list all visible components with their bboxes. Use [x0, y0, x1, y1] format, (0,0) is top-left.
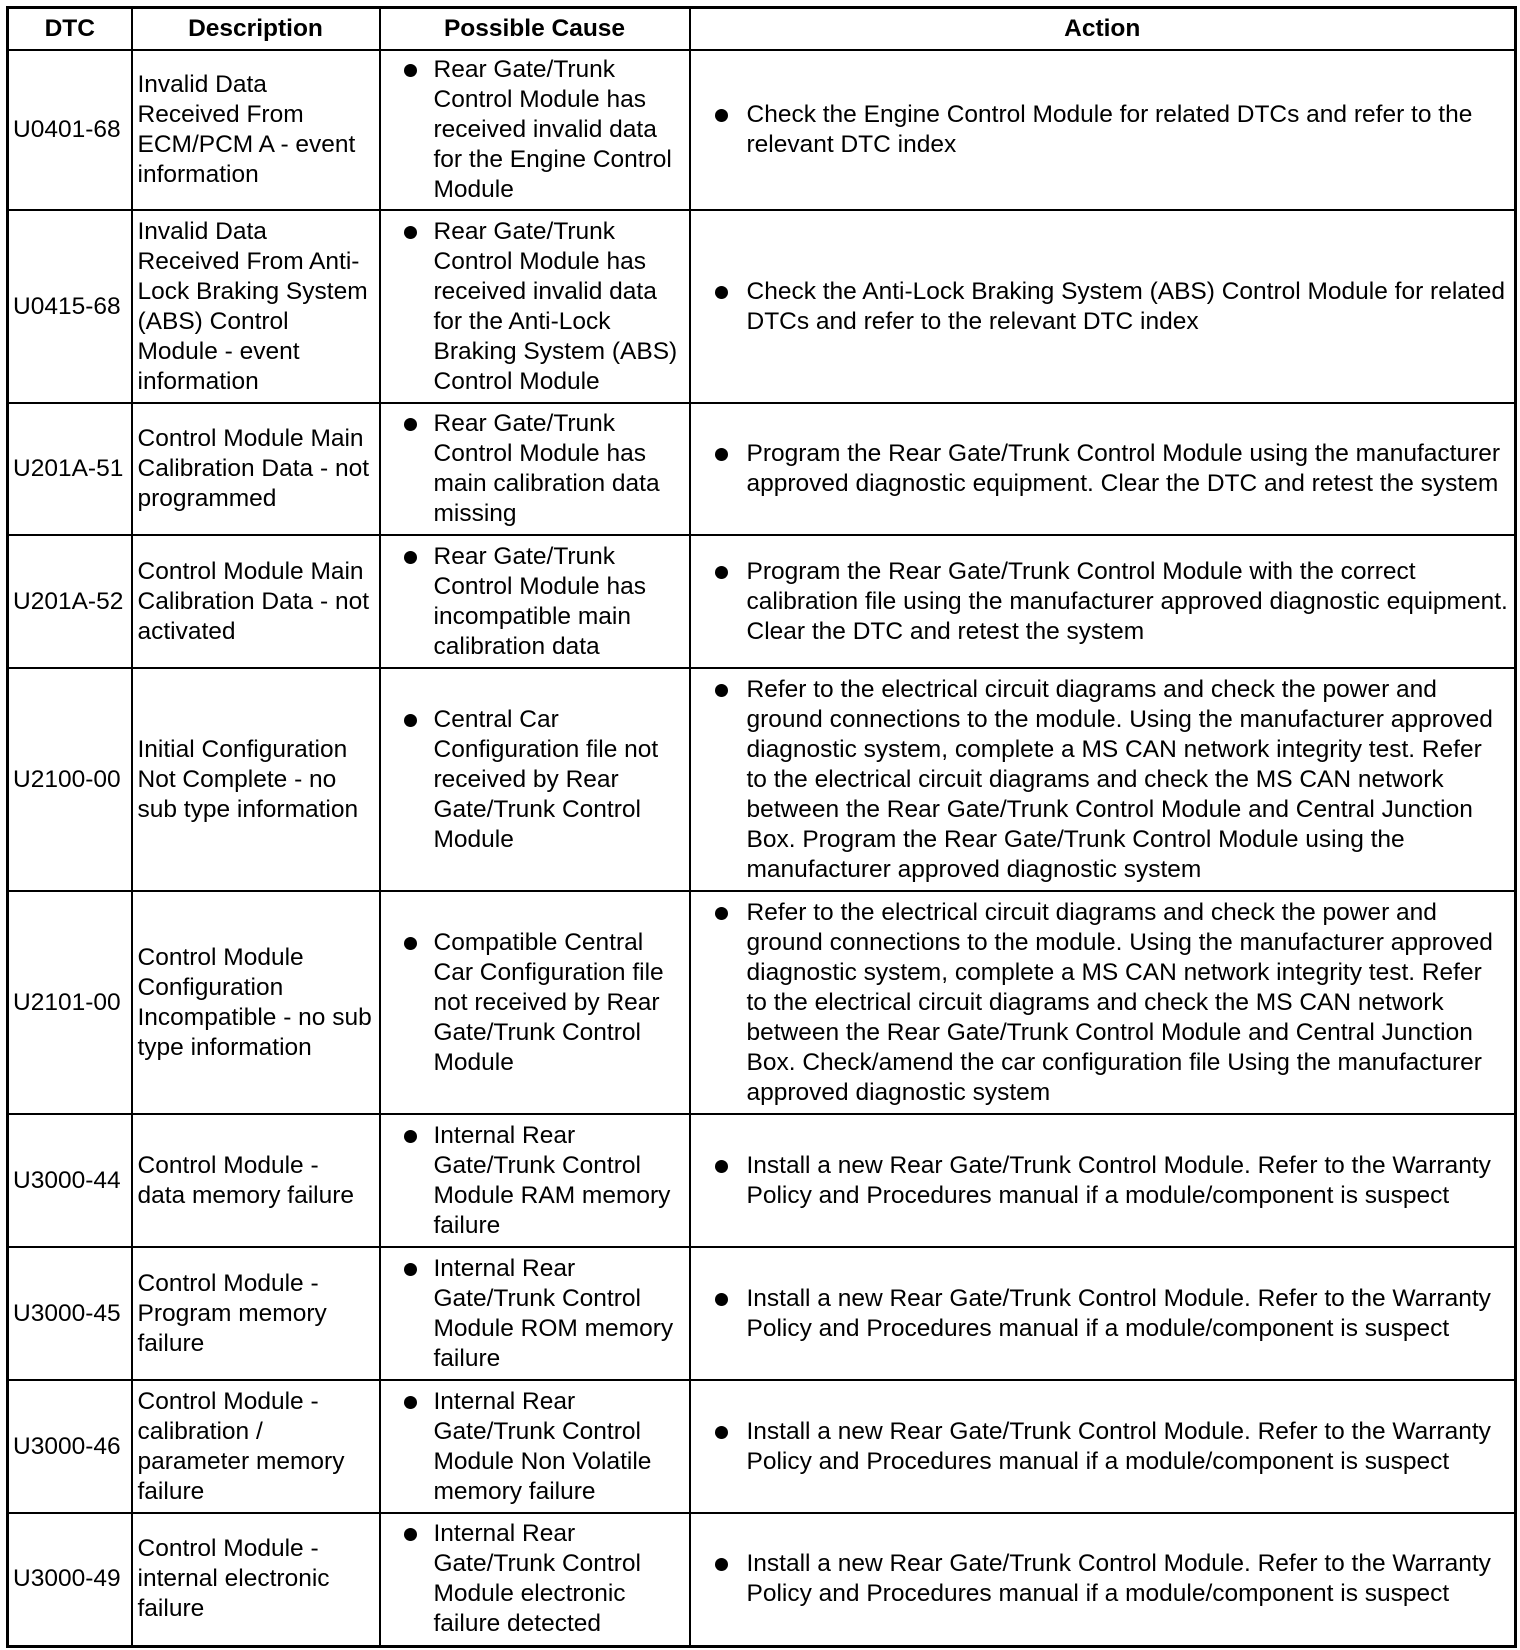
dtc-code: U0401-68 — [8, 50, 132, 210]
table-row — [8, 403, 1516, 535]
possible-cause-text: Compatible Central Car Configuration file not received by Rear Gate/Trunk Control Module — [433, 928, 664, 1076]
dtc-code: U3000-46 — [8, 1380, 132, 1513]
action-text: Check the Engine Control Module for related DTCs and refer to the relevant DTC index — [746, 101, 1473, 158]
dtc-table — [6, 6, 1517, 1648]
dtc-description: Control Module Main Calibration Data - not activated — [132, 535, 380, 668]
action-text: Program the Rear Gate/Trunk Control Module using the manufacturer approved diagnostic equipment. Clear the DTC and retest the system — [746, 440, 1501, 497]
possible-cause-text: Central Car Configuration file not received by Rear Gate/Trunk Control Module — [433, 705, 659, 853]
dtc-description: Control Module Main Calibration Data - not programmed — [132, 403, 380, 535]
dtc-code: U2100-00 — [8, 668, 132, 891]
table-row — [8, 210, 1516, 403]
action-cell — [690, 1247, 1516, 1380]
action-cell — [690, 1513, 1516, 1646]
dtc-description: Control Module - data memory failure — [132, 1114, 380, 1247]
bullet-icon — [715, 907, 728, 920]
action-cell — [690, 1380, 1516, 1513]
dtc-description: Control Module - Program memory failure — [132, 1247, 380, 1380]
table-row — [8, 50, 1516, 210]
bullet-icon — [404, 1396, 417, 1409]
action-cell — [690, 1114, 1516, 1247]
possible-cause-cell — [380, 891, 690, 1114]
bullet-icon — [404, 1130, 417, 1143]
action-cell — [690, 50, 1516, 210]
possible-cause-text: Rear Gate/Trunk Control Module has received invalid data for the Engine Control Module — [433, 56, 672, 203]
action-text: Install a new Rear Gate/Trunk Control Module. Refer to the Warranty Policy and Procedures manual if a module/component is suspect — [746, 1550, 1491, 1608]
possible-cause-cell — [380, 1114, 690, 1247]
possible-cause-text: Internal Rear Gate/Trunk Control Module Non Volatile memory failure — [433, 1387, 652, 1505]
table-row — [8, 1513, 1516, 1646]
dtc-code: U3000-44 — [8, 1114, 132, 1247]
possible-cause-text: Internal Rear Gate/Trunk Control Module RAM memory failure — [433, 1121, 671, 1239]
bullet-icon — [715, 286, 728, 299]
bullet-icon — [404, 1528, 417, 1541]
bullet-icon — [404, 937, 417, 950]
table-row — [8, 1247, 1516, 1380]
action-cell — [690, 668, 1516, 891]
dtc-code: U3000-49 — [8, 1513, 132, 1646]
dtc-description: Initial Configuration Not Complete - no sub type information — [132, 668, 380, 891]
dtc-code: U201A-52 — [8, 535, 132, 668]
bullet-icon — [404, 226, 417, 239]
action-text: Install a new Rear Gate/Trunk Control Module. Refer to the Warranty Policy and Procedures manual if a module/component is suspect — [746, 1284, 1491, 1342]
dtc-code: U0415-68 — [8, 210, 132, 403]
possible-cause-cell — [380, 1513, 690, 1646]
action-cell — [690, 403, 1516, 535]
dtc-description: Invalid Data Received From Anti-Lock Braking System (ABS) Control Module - event information — [132, 210, 380, 403]
bullet-icon — [715, 448, 728, 461]
action-text: Program the Rear Gate/Trunk Control Module with the correct calibration file using the manufacturer approved diagnostic equipment. Clear the DTC and retest the system — [746, 557, 1508, 645]
possible-cause-text: Internal Rear Gate/Trunk Control Module electronic failure detected — [433, 1520, 641, 1638]
bullet-icon — [715, 1558, 728, 1571]
bullet-icon — [715, 1293, 728, 1306]
bullet-icon — [404, 551, 417, 564]
dtc-code: U3000-45 — [8, 1247, 132, 1380]
bullet-icon — [715, 1160, 728, 1173]
header-dtc: DTC — [8, 8, 132, 51]
bullet-icon — [715, 109, 728, 122]
dtc-description: Control Module Configuration Incompatible - no sub type information — [132, 891, 380, 1114]
action-text: Check the Anti-Lock Braking System (ABS) Control Module for related DTCs and refer to the relevant DTC index — [746, 277, 1505, 335]
possible-cause-text: Rear Gate/Trunk Control Module has main calibration data missing — [433, 410, 660, 527]
bullet-icon — [715, 684, 728, 697]
possible-cause-cell — [380, 1247, 690, 1380]
bullet-icon — [404, 714, 417, 727]
table-row — [8, 668, 1516, 891]
table-header-row — [8, 8, 1516, 51]
bullet-icon — [404, 1263, 417, 1276]
possible-cause-cell — [380, 403, 690, 535]
dtc-code: U2101-00 — [8, 891, 132, 1114]
bullet-icon — [715, 566, 728, 579]
bullet-icon — [404, 64, 417, 77]
action-text: Install a new Rear Gate/Trunk Control Module. Refer to the Warranty Policy and Procedures manual if a module/component is suspect — [746, 1417, 1491, 1475]
possible-cause-cell — [380, 210, 690, 403]
dtc-code: U201A-51 — [8, 403, 132, 535]
header-action: Action — [690, 8, 1516, 51]
table-row — [8, 1114, 1516, 1247]
possible-cause-text: Rear Gate/Trunk Control Module has received invalid data for the Anti-Lock Braking System (ABS) Control Module — [433, 217, 678, 395]
possible-cause-cell — [380, 535, 690, 668]
table-row — [8, 535, 1516, 668]
table-row — [8, 891, 1516, 1114]
header-description: Description — [132, 8, 380, 51]
possible-cause-text: Rear Gate/Trunk Control Module has incompatible main calibration data — [433, 542, 646, 660]
possible-cause-text: Internal Rear Gate/Trunk Control Module ROM memory failure — [433, 1254, 674, 1372]
table-row — [8, 1380, 1516, 1513]
action-text: Refer to the electrical circuit diagrams and check the power and ground connections to the module. Using the manufacturer approved diagnostic system, complete a MS CAN network integrity test. Refer to the electrical circuit diagrams and check the MS CAN network between the Rear Gate/Trunk Control Module and Central Junction Box. Check/amend the car configuration file Using the manufacturer approved diagnostic system — [746, 898, 1493, 1106]
bullet-icon — [404, 418, 417, 431]
dtc-description: Control Module - internal electronic failure — [132, 1513, 380, 1646]
action-cell — [690, 535, 1516, 668]
action-cell — [690, 891, 1516, 1114]
possible-cause-cell — [380, 668, 690, 891]
possible-cause-cell — [380, 1380, 690, 1513]
action-text: Install a new Rear Gate/Trunk Control Module. Refer to the Warranty Policy and Procedures manual if a module/component is suspect — [746, 1151, 1491, 1209]
possible-cause-cell — [380, 50, 690, 210]
dtc-description: Control Module - calibration / parameter memory failure — [132, 1380, 380, 1513]
bullet-icon — [715, 1426, 728, 1439]
action-text: Refer to the electrical circuit diagrams and check the power and ground connections to the module. Using the manufacturer approved diagnostic system, complete a MS CAN network integrity test. Refer to the electrical circuit diagrams and check the MS CAN network between the Rear Gate/Trunk Control Module and Central Junction Box. Program the Rear Gate/Trunk Control Module using the manufacturer approved diagnostic system — [746, 675, 1493, 883]
dtc-description: Invalid Data Received From ECM/PCM A - event information — [132, 50, 380, 210]
action-cell — [690, 210, 1516, 403]
header-possible-cause: Possible Cause — [380, 8, 690, 51]
